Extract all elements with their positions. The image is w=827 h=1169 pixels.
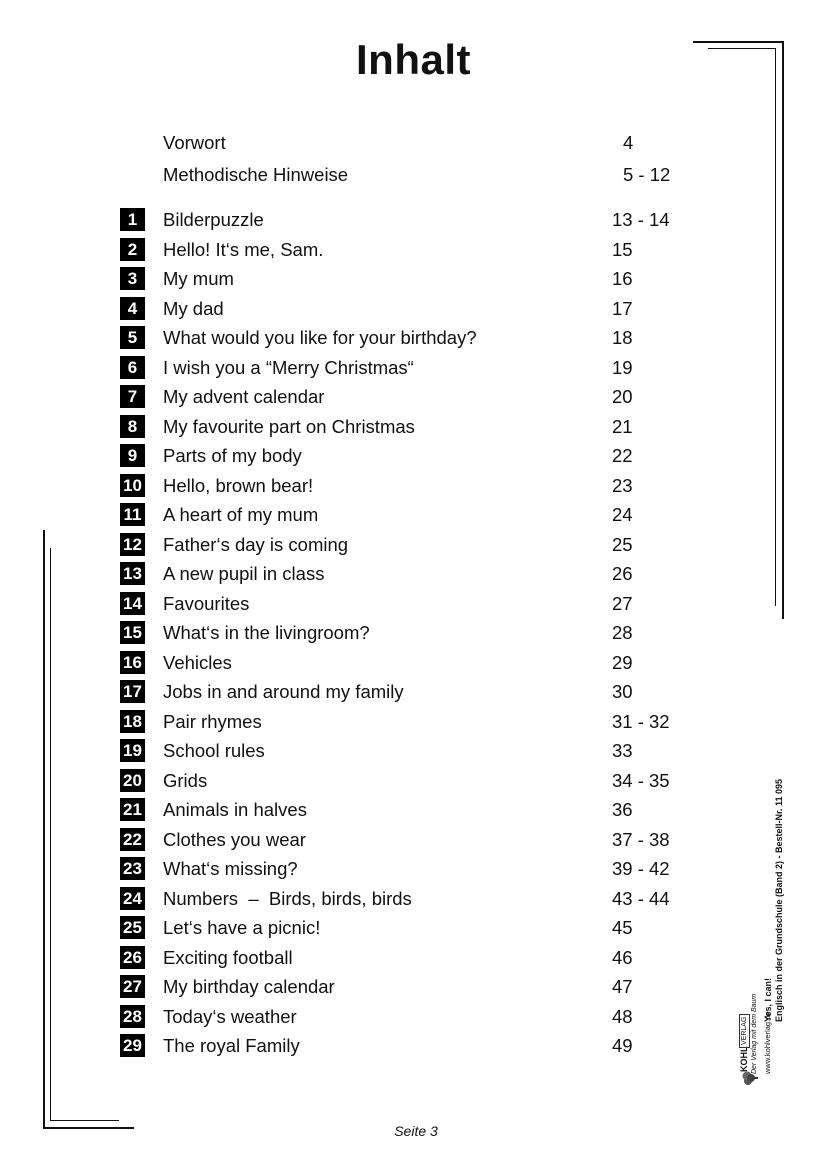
- frame-top-right-h-inner: [708, 48, 776, 49]
- entry-page: 24: [612, 504, 633, 525]
- chapter-number-badge: 27: [120, 975, 145, 998]
- entry-title: Bilderpuzzle: [163, 209, 264, 230]
- entry-page: 15: [612, 238, 633, 260]
- entry-page: 37 - 38: [612, 828, 670, 850]
- chapter-number-badge: 14: [120, 592, 145, 615]
- frame-bottom-left-h-inner: [50, 1120, 119, 1121]
- toc-entry: [120, 267, 720, 291]
- toc-entry: [120, 415, 720, 439]
- entry-title: What‘s in the livingroom?: [163, 622, 370, 643]
- entry-page: 26: [612, 563, 633, 584]
- entry-page: 17: [612, 297, 633, 319]
- entry-page: 30: [612, 681, 633, 702]
- entry-title: My dad: [163, 297, 224, 319]
- entry-title: Hello, brown bear!: [163, 474, 314, 496]
- toc-entry: [120, 798, 720, 822]
- entry-page: 4: [623, 132, 634, 153]
- chapter-number-badge: 21: [120, 798, 145, 821]
- book-title: Yes, I can!: [763, 977, 773, 1022]
- entry-title: Methodische Hinweise: [163, 164, 349, 185]
- toc-entry: [120, 946, 720, 970]
- toc-entry: [120, 444, 720, 468]
- chapter-number-badge: 28: [120, 1005, 145, 1028]
- entry-title: Father‘s day is coming: [163, 533, 349, 555]
- chapter-number-badge: 11: [120, 503, 145, 526]
- chapter-number-badge: 17: [120, 680, 145, 703]
- entry-title: My mum: [163, 268, 234, 289]
- toc-entry: [120, 297, 720, 321]
- toc-entry: [120, 592, 720, 616]
- chapter-number-badge: 10: [120, 474, 145, 497]
- chapter-number-badge: 9: [120, 444, 145, 467]
- entry-title: Grids: [163, 769, 208, 791]
- entry-title: Animals in halves: [163, 799, 307, 820]
- toc-entry: [120, 474, 720, 498]
- entry-page: 45: [612, 917, 633, 938]
- toc-entry: [120, 503, 720, 527]
- chapter-number-badge: 15: [120, 621, 145, 644]
- toc-entry: [120, 326, 720, 350]
- entry-page: 13 - 14: [612, 209, 670, 230]
- entry-title: A new pupil in class: [163, 563, 325, 584]
- entry-page: 28: [612, 622, 633, 643]
- chapter-number-badge: 19: [120, 739, 145, 762]
- entry-page: 5 - 12: [623, 164, 671, 185]
- toc-entry: [120, 533, 720, 557]
- entry-title: Numbers – Birds, birds, birds: [163, 887, 412, 909]
- toc-entry: [120, 680, 720, 704]
- entry-title: What would you like for your birthday?: [163, 327, 477, 348]
- chapter-number-badge: 20: [120, 769, 145, 792]
- frame-bottom-left-v-inner: [50, 548, 51, 1121]
- toc-entry: [120, 769, 720, 793]
- publisher-website: www.kohlverlag.de: [763, 1011, 772, 1074]
- book-subtitle: Englisch in der Grundschule (Band 2) - Bestell-Nr. 11 095: [774, 778, 784, 1022]
- entry-page: 43 - 44: [612, 887, 670, 909]
- chapter-number-badge: 25: [120, 916, 145, 939]
- frame-top-right-v-outer: [782, 41, 784, 619]
- entry-title: Favourites: [163, 592, 250, 614]
- entry-title: I wish you a “Merry Christmas“: [163, 356, 414, 378]
- entry-page: 39 - 42: [612, 858, 670, 879]
- entry-page: 21: [612, 415, 633, 437]
- entry-title: School rules: [163, 740, 265, 761]
- entry-title: What‘s missing?: [163, 858, 298, 879]
- toc-entry: [120, 385, 720, 409]
- entry-page: 31 - 32: [612, 710, 670, 732]
- toc-entry: [120, 651, 720, 675]
- chapter-number-badge: 6: [120, 356, 145, 379]
- toc-entry: [120, 975, 720, 999]
- frame-top-right-v-inner: [775, 48, 776, 606]
- chapter-number-badge: 18: [120, 710, 145, 733]
- entry-title: Let‘s have a picnic!: [163, 917, 321, 938]
- entry-page: 48: [612, 1005, 633, 1027]
- toc-entry: [120, 356, 720, 380]
- chapter-number-badge: 4: [120, 297, 145, 320]
- toc-entry: [120, 828, 720, 852]
- chapter-number-badge: 24: [120, 887, 145, 910]
- entry-title: Exciting football: [163, 946, 293, 968]
- entry-title: Jobs in and around my family: [163, 681, 404, 702]
- chapter-number-badge: 26: [120, 946, 145, 969]
- entry-page: 33: [612, 740, 633, 761]
- toc-entry: [120, 1034, 720, 1058]
- chapter-number-badge: 16: [120, 651, 145, 674]
- entry-title: The royal Family: [163, 1035, 300, 1056]
- entry-page: 18: [612, 327, 633, 348]
- toc-entry: [120, 887, 720, 911]
- entry-title: Pair rhymes: [163, 710, 262, 732]
- entry-title: My favourite part on Christmas: [163, 415, 415, 437]
- chapter-number-badge: 29: [120, 1034, 145, 1057]
- chapter-number-badge: 3: [120, 267, 145, 290]
- toc-entry: [120, 739, 720, 763]
- publisher-tag: VERLAG: [739, 1014, 750, 1048]
- chapter-number-badge: 13: [120, 562, 145, 585]
- entry-page: 19: [612, 356, 633, 378]
- entry-page: 22: [612, 445, 633, 466]
- entry-page: 20: [612, 386, 633, 407]
- chapter-number-badge: 22: [120, 828, 145, 851]
- entry-title: My birthday calendar: [163, 976, 335, 997]
- entry-title: My advent calendar: [163, 386, 325, 407]
- entry-page: 23: [612, 474, 633, 496]
- page-title: Inhalt: [356, 36, 471, 83]
- frame-bottom-left-v-outer: [43, 530, 45, 1129]
- chapter-number-badge: 1: [120, 208, 145, 231]
- chapter-number-badge: 12: [120, 533, 145, 556]
- entry-title: Clothes you wear: [163, 828, 306, 850]
- entry-page: 49: [612, 1035, 633, 1056]
- publisher-side-info: [737, 728, 789, 1088]
- frame-top-right-h-outer: [693, 41, 784, 43]
- toc-entry: [120, 916, 720, 940]
- toc-entry: [120, 562, 720, 586]
- entry-title: Vorwort: [163, 132, 226, 153]
- toc-entry: [120, 1005, 720, 1029]
- entry-page: 34 - 35: [612, 769, 670, 791]
- entry-page: 16: [612, 268, 633, 289]
- toc-entry: [120, 621, 720, 645]
- toc-entry: [120, 857, 720, 881]
- entry-title: A heart of my mum: [163, 504, 319, 525]
- toc-entry: [120, 710, 720, 734]
- entry-title: Hello! It‘s me, Sam.: [163, 238, 324, 260]
- publisher-name: KOHL: [739, 1046, 749, 1072]
- chapter-number-badge: 23: [120, 857, 145, 880]
- page-number-footer: Seite 3: [394, 1123, 438, 1139]
- intro-entry: [120, 163, 720, 187]
- entry-page: 46: [612, 946, 633, 968]
- entry-title: Parts of my body: [163, 445, 302, 466]
- chapter-number-badge: 7: [120, 385, 145, 408]
- entry-page: 36: [612, 799, 633, 820]
- entry-page: 25: [612, 533, 633, 555]
- chapter-number-badge: 8: [120, 415, 145, 438]
- toc-entry: [120, 238, 720, 262]
- entry-title: Vehicles: [163, 651, 232, 673]
- entry-page: 27: [612, 592, 633, 614]
- entry-page: 47: [612, 976, 633, 997]
- entry-page: 29: [612, 651, 633, 673]
- intro-entry: [120, 131, 720, 155]
- entry-title: Today‘s weather: [163, 1005, 297, 1027]
- chapter-number-badge: 2: [120, 238, 145, 261]
- publisher-slogan: Der Verlag mit dem Baum: [751, 993, 758, 1074]
- chapter-number-badge: 5: [120, 326, 145, 349]
- toc-entry: [120, 208, 720, 232]
